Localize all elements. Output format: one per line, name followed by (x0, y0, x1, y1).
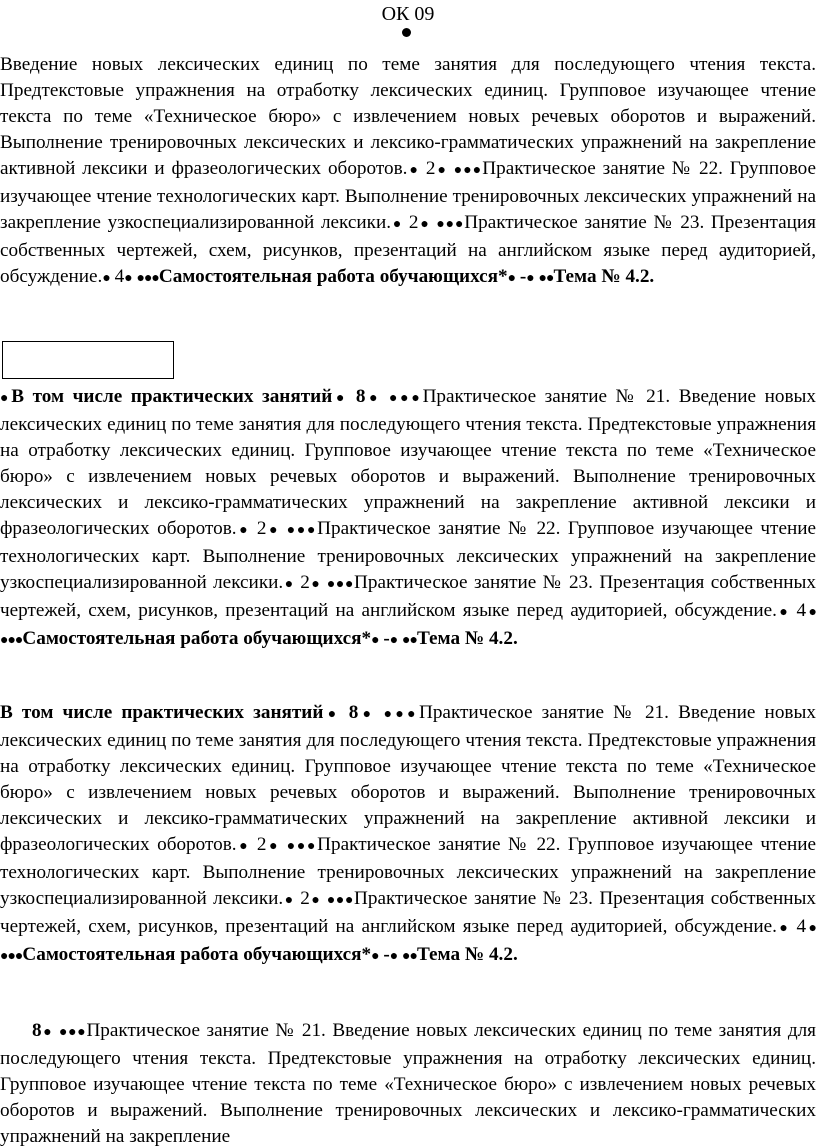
dash: - (383, 944, 390, 965)
paragraph-1 (0, 52, 816, 292)
marker: ●●● (383, 707, 419, 722)
marker: ● (389, 633, 398, 648)
marker: ● (283, 893, 294, 908)
topic-label: Тема № 4.2. (416, 628, 518, 649)
marker: ●●● (286, 523, 318, 538)
hours-4: 4 (796, 600, 807, 621)
practice-21-text: Практическое занятие № 21. Введение новых лексических единиц по теме занятия для последующего чтения текста. (0, 702, 816, 751)
marker: ● (102, 271, 110, 286)
practice-23-text: Практическое занятие № 23. Презентация собственных чертежей, схем, рисунков, презентаций на английском языке перед аудиторией, обсуждение. (0, 212, 816, 287)
page-title: ОК 09 (381, 3, 435, 25)
marker: ●●● (326, 577, 355, 592)
marker: ● (266, 523, 280, 538)
paragraph-3 (0, 700, 816, 970)
empty-box (2, 341, 174, 379)
marker: ● (236, 523, 250, 538)
marker: ● (507, 271, 516, 286)
marker: ●●● (388, 391, 423, 406)
self-work-label: Самостоятельная работа обучающихся* (22, 944, 372, 965)
intro-text: Введение новых лексических единиц по теме занятия для последующего чтения текста. Предтекстовые упражнения на отработку лексических единиц. Групповое изучающее чтение текста по теме «Техническое бюро» с извлечением новых речевых оборотов и выражений. Выполнение тренировочных лексических и лексико-грамматических упражнений на закрепление активной лексики и фразеологических оборотов. (0, 54, 816, 179)
marker: ●●● (286, 839, 318, 854)
paragraph-4 (0, 1018, 816, 1146)
practice-21-text: Практическое занятие № 21. Введение новых лексических единиц по теме занятия для последующего чтения текста. (0, 386, 816, 435)
marker: ● (309, 893, 321, 908)
dash: - (383, 628, 390, 649)
marker: ● (435, 163, 447, 178)
marker: ●●● (0, 949, 23, 964)
mid-text: Предтекстовые упражнения на отработку лексических единиц. Групповое изучающее чтение текста по теме «Техническое бюро» с извлечением новых речевых оборотов и выражений. Выполнение тренировочных лексических и лексико-грамматических упражнений на закрепление активной лексики и фразеологических оборотов. (0, 414, 816, 539)
marker: ●● (402, 949, 417, 964)
hours-8: 8 (355, 386, 366, 407)
marker: ●●● (0, 633, 23, 648)
marker: ● (283, 577, 294, 592)
hours-2: 2 (256, 518, 267, 539)
marker: ● (418, 217, 430, 232)
marker: ● (776, 921, 790, 936)
marker: ●●● (436, 217, 465, 232)
p4-text: Практическое занятие № 21. Введение новых лексических единиц по теме занятия для последующего чтения текста. Предтекстовые упражнения на отработку лексических единиц. Групповое изучающее чтение текста по теме «Техническое бюро» с извлечением новых речевых оборотов и выражений. Выполнение тренировочных лексических и лексико-грамматических упражнений на закрепление (0, 1020, 816, 1146)
marker: ● (332, 391, 348, 406)
marker: ●●● (136, 271, 159, 286)
marker: ● (806, 605, 816, 620)
marker: ● (365, 391, 381, 406)
hours-2: 2 (300, 888, 310, 909)
hours-8: 8 (32, 1020, 42, 1041)
marker: ● (358, 707, 375, 722)
hours-2: 2 (408, 212, 419, 233)
practice-22-text: Практическое занятие № 22. Групповое изучающее чтение технологических карт. Выполнение тренировочных лексических упражнений на закрепление узкоспециализированной лексики. (0, 518, 816, 593)
practice-23-text: Практическое занятие № 23. Презентация собственных чертежей, схем, рисунков, презентаций на английском языке перед аудиторией, обсуждение. (0, 888, 816, 937)
marker: ●●● (58, 1025, 87, 1040)
marker: ● (389, 949, 398, 964)
marker: ●●● (453, 163, 483, 178)
marker: ● (41, 1025, 53, 1040)
practical-label: В том числе практических занятий (0, 702, 324, 723)
paragraph-2 (0, 384, 816, 654)
marker: ●● (538, 271, 554, 286)
marker: ● (806, 921, 816, 936)
marker: ● (236, 839, 250, 854)
hours-8: 8 (348, 702, 359, 723)
marker: ● (371, 633, 379, 648)
topic-label: Тема № 4.2. (416, 944, 518, 965)
hours-4: 4 (114, 266, 125, 287)
marker: ● (391, 217, 403, 232)
dash: - (519, 266, 527, 287)
self-work-label: Самостоятельная работа обучающихся* (158, 266, 508, 287)
marker: ● (371, 949, 379, 964)
self-work-label: Самостоятельная работа обучающихся* (22, 628, 372, 649)
practice-22-text: Практическое занятие № 22. Групповое изучающее чтение технологических карт. Выполнение тренировочных лексических упражнений на закрепление узкоспециализированной лексики. (0, 158, 816, 233)
marker: ● (124, 271, 132, 286)
marker: ● (776, 605, 790, 620)
marker: ● (407, 163, 419, 178)
topic-label: Тема № 4.2. (553, 266, 655, 287)
hours-2: 2 (300, 572, 310, 593)
practical-label: В том числе практических занятий (11, 386, 333, 407)
marker: ● (526, 271, 534, 286)
marker: ● (0, 391, 12, 406)
marker: ● (323, 707, 340, 722)
marker: ●●● (326, 893, 355, 908)
marker: ● (266, 839, 280, 854)
mid-text: Предтекстовые упражнения на отработку лексических единиц. Групповое изучающее чтение текста по теме «Техническое бюро» с извлечением новых речевых оборотов и выражений. Выполнение тренировочных лексических и лексико-грамматических упражнений на закрепление активной лексики и фразеологических оборотов. (0, 730, 816, 855)
marker: ●● (402, 633, 417, 648)
bullet-dot (402, 28, 411, 37)
practice-23-text: Практическое занятие № 23. Презентация собственных чертежей, схем, рисунков, презентаций на английском языке перед аудиторией, обсуждение. (0, 572, 816, 621)
marker: ● (309, 577, 321, 592)
practice-22-text: Практическое занятие № 22. Групповое изучающее чтение технологических карт. Выполнение тренировочных лексических упражнений на закрепление узкоспециализированной лексики. (0, 834, 816, 909)
hours-4: 4 (796, 916, 807, 937)
hours-2: 2 (256, 834, 267, 855)
hours-2: 2 (425, 158, 436, 179)
